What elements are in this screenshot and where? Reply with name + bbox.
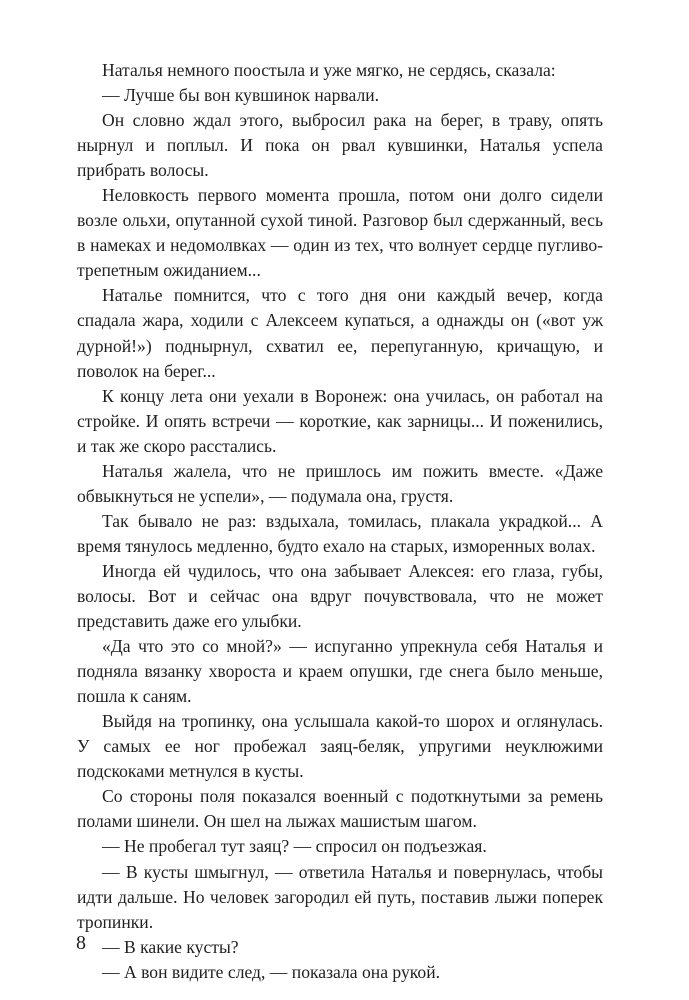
paragraph: — Лучше бы вон кувшинок нарвали. [102,85,380,106]
paragraph: — В кусты шмыгнул, — ответила Наталья и повернулась, чтобы идти дальше. Но человек загородил ей путь, поставив лыжи поперек тропинки. [77,861,603,932]
paragraph: «Да что это со мной?» — испуганно упрекнула себя Наталья и подняла вязанку хвороста и краем опушки, где снега было меньше, пошла к саням. [77,636,603,707]
paragraph: Со стороны поля показался военный с подоткнутыми за ремень полами шинели. Он шел на лыжах машистым шагом. [77,786,603,832]
paragraph: Наталья немного поостыла и уже мягко, не сердясь, сказала: [102,60,556,80]
paragraph: Он словно ждал этого, выбросил рака на берег, в траву, опять нырнул и поплыл. И пока он рвал кувшинки, Наталья успела прибрать волосы. [77,110,603,181]
paragraph: Наталье помнится, что с того дня они каждый вечер, когда спадала жара, ходили с Алексеем купаться, а однажды он («вот уж дурной!») поднырнул, схватил ее, перепуганную, кричащую, и поволок на берег... [77,285,603,381]
body-text [77,58,603,985]
paragraph: Иногда ей чудилось, что она забывает Алексея: его глаза, губы, волосы. Вот и сейчас она вдруг почувствовала, что не может представить даже его улыбки. [77,560,603,632]
paragraph: — Не пробегал тут заяц? — спросил он подъезжая. [102,836,487,857]
paragraph: К концу лета они уехали в Воронеж: она училась, он работал на стройке. И опять встречи — короткие, как зарницы... И поженились, и так же скоро расстались. [77,385,603,456]
paragraph: Так бывало не раз: вздыхала, томилась, плакала украдкой... А время тянулось медленно, будто ехало на старых, изморенных волах. [77,510,603,556]
paragraph: — А вон видите след, — показала она рукой. [102,961,441,982]
paragraph: Наталья жалела, что не пришлось им пожить вместе. «Даже обвыкнуться не успели», — подумала она, грустя. [77,460,603,506]
paragraph: Выйдя на тропинку, она услышала какой-то шорох и оглянулась. У самых ее ног пробежал заяц-беляк, упругими неуклюжими подскоками метнулся в кусты. [77,711,603,782]
page-number: 8 [76,932,86,954]
paragraph: — В какие кусты? [102,936,239,957]
paragraph: Неловкость первого момента прошла, потом они долго сидели возле ольхи, опутанной сухой тиной. Разговор был сдержанный, весь в намеках и недомолвках — один из тех, что волнует сердце пугливо-трепетным ожиданием... [77,185,603,281]
